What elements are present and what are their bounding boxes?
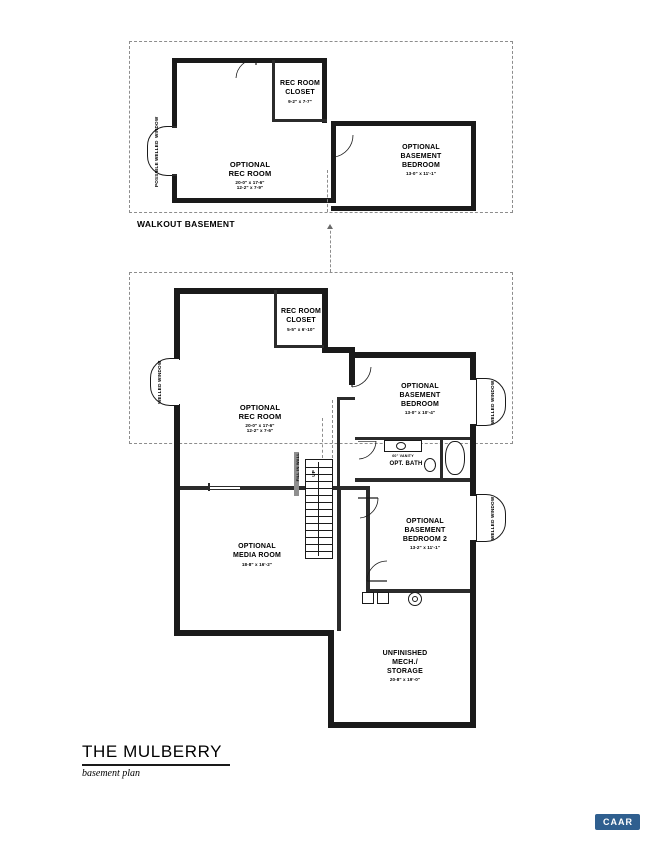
upper-window-jamb [172, 126, 177, 176]
upper-wall-closet-left [272, 60, 275, 120]
upper-window-sill [172, 126, 177, 128]
media-line1: OPTIONAL [238, 543, 276, 550]
plans-connector-line [330, 226, 331, 272]
upper-wall-bedroom-top [331, 121, 476, 126]
lower-wall-closet-bottom [274, 345, 324, 348]
lower-stair-chase-dash-2 [322, 418, 323, 458]
welled-rl-line2: WINDOW [490, 496, 496, 518]
upper-plan-dashed-envelope [129, 41, 513, 213]
rec-name-line2: REC ROOM [228, 169, 272, 179]
upper-possible-welled-window-label [150, 117, 164, 187]
lower-optional-bedroom-label [378, 383, 462, 416]
upper-closet-door [231, 58, 257, 80]
welled-left-line1: WELLED [157, 383, 163, 404]
lower-bedroom2-door [357, 497, 379, 521]
lower-wall-bedroom-top [349, 352, 476, 358]
upper-wall-bedroom-bottom [331, 206, 476, 211]
water-heater-1 [362, 592, 374, 604]
bed-name-line2: BASEMENT [400, 152, 442, 160]
lower-bed2-line2: BASEMENT [404, 526, 446, 534]
lower-rec-line1: OPTIONAL [239, 403, 281, 412]
upper-stair-chase-dash-left [327, 170, 328, 212]
sink-basin [396, 442, 406, 450]
lower-optional-bedroom2-label [382, 518, 468, 551]
upper-rec-room-closet-label [276, 80, 324, 104]
rec-dims: 20-0" x 17-6" [235, 179, 265, 185]
upper-wall-closet-bottom [272, 119, 327, 122]
lower-wall-media-right [337, 486, 341, 631]
lower-rec-dims: 20-0" x 17-6" [245, 422, 275, 428]
upper-wall-bedroom-right [471, 121, 476, 211]
lower-media-opening-jamb [208, 483, 210, 491]
upper-bedroom-door [333, 132, 355, 158]
lower-wall-hall-bedroom2 [341, 486, 367, 490]
welled-ru-line2: WINDOW [490, 380, 496, 402]
rec-name-line1: OPTIONAL [229, 160, 271, 169]
window-label-line1: POSSIBLE [154, 162, 160, 187]
upper-optional-rec-room-label [205, 160, 295, 191]
lower-optional-rec-room-label [215, 403, 305, 434]
lower-bed2-line1: OPTIONAL [406, 518, 444, 525]
fill-in-wall-label: FILL IN WALL [295, 453, 300, 482]
lower-media-opening [210, 487, 240, 489]
title-block [82, 742, 322, 779]
lower-wall-media-bottom [174, 630, 334, 636]
welled-ru-line1: WELLED [490, 403, 496, 424]
walkout-basement-caption: WALKOUT BASEMENT [137, 219, 235, 229]
lower-wall-closet-left [274, 290, 277, 348]
lower-bed2-line3: BEDROOM 2 [402, 535, 448, 543]
upper-wall-bottom [172, 198, 332, 203]
closet-dims: 9-2" x 7-7" [288, 98, 312, 104]
lower-bed-dims: 13-0" x 10'-4" [404, 410, 436, 416]
welled-left-line2: WINDOW [157, 360, 163, 382]
window-label-line2: WELLED [154, 139, 160, 161]
window-label-line3: WINDOW [154, 117, 160, 139]
lower-wall-top [174, 288, 328, 294]
lower-wall-left [174, 288, 180, 636]
lower-bed-line1: OPTIONAL [401, 383, 439, 390]
plan-subtitle: basement plan [82, 768, 141, 779]
tub [445, 441, 465, 475]
lower-bed-line3: BEDROOM [401, 400, 439, 408]
opt-bath-label: OPT. BATH [389, 461, 423, 467]
title-divider [82, 764, 230, 766]
welled-rl-line1: WELLED [490, 519, 496, 540]
mech-dims: 20-8" x 19'-0" [389, 677, 421, 683]
rec-dims2: 12-2" x 7-9" [236, 185, 264, 191]
bed-dims: 13-0" x 11'-1" [405, 171, 437, 177]
welled-window-right-upper-label [486, 382, 500, 422]
closet-name-line1: REC ROOM [279, 80, 321, 87]
stair-run [305, 459, 333, 559]
water-heater-2 [377, 592, 389, 604]
plan-title: THE MULBERRY [82, 742, 223, 761]
lower-bedroom-door [351, 365, 373, 389]
lower-closet-line1: REC ROOM [280, 308, 322, 315]
welled-window-right-upper-opening [470, 380, 476, 424]
upper-optional-bedroom-label [376, 144, 466, 177]
lower-bed2-dims: 13-2" x 11'-1" [409, 545, 441, 551]
lower-wall-bath-tub-divider [440, 437, 443, 479]
lower-closet-line2: CLOSET [286, 316, 316, 324]
mech-line3: STORAGE [387, 667, 423, 675]
media-dims: 18-8" x 16'-2" [241, 561, 273, 567]
welled-window-left-label [153, 362, 167, 402]
lower-bed-line2: BASEMENT [399, 391, 441, 399]
stair-up-label: UP [311, 470, 316, 477]
furnace-unit-inner [412, 596, 418, 602]
vanity-note: 60" VANITY [392, 454, 414, 458]
lower-rec-line2: REC ROOM [238, 412, 282, 422]
welled-window-right-lower-opening [470, 496, 476, 540]
lower-rec-dims2: 12-2" x 7-6" [246, 428, 274, 434]
lower-closet-dims: 5-5" x 6'-10" [287, 326, 315, 332]
connector-arrow [327, 224, 333, 229]
mech-line1: UNFINISHED [382, 650, 428, 657]
welled-window-right-lower-label [486, 498, 500, 538]
welled-window-left-opening [174, 360, 180, 404]
lower-wall-bath-bottom [355, 478, 470, 482]
closet-name-line2: CLOSET [285, 88, 315, 96]
lower-wall-mech-left [328, 630, 334, 728]
lower-wall-mech-bottom [328, 722, 476, 728]
lower-rec-room-closet-label [278, 308, 324, 332]
media-line2: MEDIA ROOM [232, 551, 282, 559]
upper-window-sill-bottom [172, 174, 177, 176]
lower-bath-door [357, 441, 377, 463]
lower-optional-media-room-label [212, 543, 302, 567]
mech-line2: MECH./ [392, 658, 418, 666]
bed-name-line3: BEDROOM [402, 161, 440, 169]
lower-wall-stair-right [337, 397, 340, 487]
bed-name-line1: OPTIONAL [402, 144, 440, 151]
lower-stair-chase-dash [332, 400, 333, 458]
lower-bedroom2-closet-door [366, 560, 388, 582]
lower-wall-closet-to-hall [322, 347, 355, 353]
caar-logo-badge: CAAR [595, 814, 640, 830]
lower-plan-dashed-envelope [129, 272, 513, 444]
lower-unfinished-mech-storage-label [360, 650, 450, 683]
